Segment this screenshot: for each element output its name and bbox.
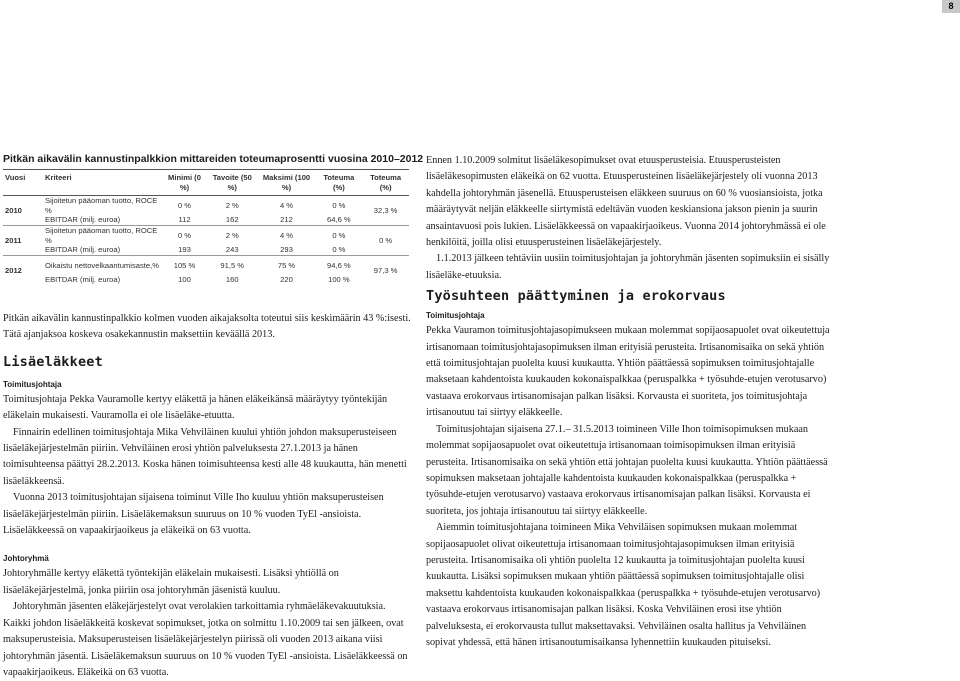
year-cell: 2011 — [3, 226, 43, 256]
body-paragraph: Toimitusjohtaja Pekka Vauramolle kertyy eläkettä ja hänen eläkeikänsä määräytyy työntekijän eläkelain mukaisesti. Vauramolla ei ole lisäeläke-etuutta. — [3, 393, 388, 422]
target-cell: 243 — [225, 245, 239, 255]
actual-cell: 0 % — [332, 245, 346, 255]
min-cell: 0 % — [162, 226, 207, 246]
ceo-subheading: Toimitusjohtaja — [3, 379, 62, 389]
table-row — [3, 215, 409, 226]
body-paragraph: 1.1.2013 jälkeen tehtäviin uusiin toimitusjohtajan ja johtoryhmän jäsenten sopimuksiin ei sisälly lisäeläke-etuuksia. — [426, 253, 830, 281]
min-cell: 105 % — [162, 256, 207, 276]
table-header-row — [3, 170, 409, 196]
table-row — [3, 256, 409, 276]
total-cell: 0 % — [362, 226, 409, 256]
max-cell: 293 — [280, 245, 293, 255]
body-paragraph: Finnairin edellinen toimitusjohtaja Mika Vehviläinen kuului yhtiön johdon maksuperusteiseen lisäeläkejärjestelmän piiriin. Vehviläinen erosi yhtiön palveluksesta 27.1.2013 ja hänen toimisuhteensa päättyi 28.2.2013. Koska hänen toimisuhteensa kesti alle 48 kuukautta, hän menetti lisäeläkkeensä. — [3, 426, 407, 487]
body-paragraph: Johtoryhmälle kertyy eläkettä työntekijän eläkelain mukaisesti. Lisäksi yhtiöllä on lisäeläkejärjestelmä, jonka piiriin osa johtoryhmän jäsenistä kuuluu. — [3, 568, 339, 596]
header-year: Vuosi — [3, 170, 43, 196]
criterion-cell: Sijoitetun pääoman tuotto, ROCE % — [43, 196, 162, 216]
table-row — [3, 275, 409, 285]
total-cell: 32,3 % — [362, 196, 409, 226]
body-paragraph: Ennen 1.10.2009 solmitut lisäeläkesopimukset ovat etuusperusteisia. Etuusperusteisten lisäeläkesopimusten eläkeikä on 62 vuotta. Etuusperusteinen lisäeläkejärjestely oli vuonna 2013 kahdella johtoryhmän jäsenellä. Etuusperusteisen eläkkeen suuruus on 60 % vuosiansioista, jotka määräytyvät neljän eläkkeelle siirtymistä edeltävän vuoden keskiansiona jakson pienin ja suurin ansaintavuosi pois lukien. Lisäeläkkeessä on vapaakirjaoikeus. Vuonna 2014 johtoryhmässä ei ole henkilöitä, joilla olisi etuusperusteinen lisäeläkejärjestely. — [426, 155, 826, 249]
left-text-column — [3, 311, 411, 681]
criterion-cell: EBITDAR (milj. euroa) — [45, 215, 121, 225]
min-cell: 112 — [178, 215, 191, 225]
total-cell: 97,3 % — [362, 256, 409, 286]
target-cell: 2 % — [207, 226, 258, 246]
target-cell: 2 % — [207, 196, 258, 216]
table-row — [3, 245, 409, 256]
header-total: Toteuma (%) — [362, 170, 409, 196]
table-title: Pitkän aikavälin kannustinpalkkion mittareiden toteumaprosentti vuosina 2010–2012 — [3, 153, 424, 165]
body-paragraph: Aiemmin toimitusjohtajana toimineen Mika Vehviläisen sopimuksen mukaan molemmat sopijaosapuolet olivat oikeutettuja irtisanomaan toimitusjohtajasopimuksen ilman erityisiä perusteita. Irtisanomisaika oli yhtiön puolelta 12 kuukautta ja toimitusjohtajan puolelta kuusi kuukautta. Lisäksi sopimuksen mukaan yhtiön päättäessä sopimuksen toimitusjohtajalle olisi maksettu kahdentoista kuukauden kokonaispalkkaa (peruspalkka + työsuhde-etujen verotusarvo) vastaava erokorvaus irtisanomisajan palkan lisäksi. Koska Vehviläinen erosi itse yhtiön palveluksesta, ei erokorvausta tullut maksettavaksi. Vehviläinen osalta hallitus ja Vehviläinen sopivat yhdessä, että hänen irtisanoutumisaikansa lyhennettiin kuukauden pituiseksi. — [426, 522, 821, 648]
min-cell: 0 % — [162, 196, 207, 216]
criterion-cell: EBITDAR (milj. euroa) — [45, 245, 121, 255]
header-target: Tavoite (50 %) — [207, 170, 258, 196]
target-cell: 91,5 % — [207, 256, 258, 276]
criterion-cell: Sijoitetun pääoman tuotto, ROCE % — [43, 226, 162, 246]
actual-cell: 0 % — [316, 226, 363, 246]
max-cell: 4 % — [258, 226, 316, 246]
max-cell: 212 — [280, 215, 293, 225]
year-cell: 2012 — [3, 256, 43, 286]
body-paragraph: Toimitusjohtajan sijaisena 27.1.– 31.5.2013 toimineen Ville Ihon toimisopimuksen mukaan molemmat sopijaosapuolet ovat oikeutettuja irtisanomaan toimisopimuksen ilman erityisiä perusteita. Irtisanomisaika on sekä yhtiön että johtajan puolelta kuusi kuukautta. Yhtiön päättäessä sopimuksen maksetaan johtajalle kahdentoista kuukauden kokonaispalkkaa (peruspalkka + työsuhde-etujen verotusarvo) vastaava erokorvaus irtisanomisajan palkan lisäksi. Korvausta ei suoriteta, jos johtaja irtisanoutuu tai siirtyy eläkkeelle. — [426, 423, 828, 517]
target-cell: 160 — [225, 275, 239, 285]
criterion-cell: Oikaistu nettovelkaantumisaste,% — [43, 256, 162, 276]
ceo-subheading: Toimitusjohtaja — [426, 311, 485, 321]
actual-cell: 64,6 % — [327, 215, 351, 225]
header-maximum: Maksimi (100 %) — [258, 170, 316, 196]
termination-heading: Työsuhteen päättyminen ja erokorvaus — [426, 288, 726, 305]
pension-heading: Lisäeläkkeet — [3, 353, 103, 370]
criterion-cell: EBITDAR (milj. euroa) — [45, 275, 121, 285]
actual-cell: 0 % — [316, 196, 363, 216]
min-cell: 100 — [178, 275, 191, 285]
kpi-table — [3, 169, 409, 285]
management-subheading: Johtoryhmä — [3, 554, 49, 564]
max-cell: 4 % — [258, 196, 316, 216]
actual-cell: 100 % — [328, 275, 350, 285]
table-row — [3, 196, 409, 216]
max-cell: 75 % — [258, 256, 316, 276]
page-number: 8 — [942, 0, 960, 13]
header-minimum: Minimi (0 %) — [162, 170, 207, 196]
intro-paragraph: Pitkän aikavälin kannustinpalkkio kolmen vuoden aikajaksolta toteutui siis keskimäärin 43 %:isesti. Tätä ajanjaksoa koskeva osakekannustin maksettiin keväällä 2013. — [3, 313, 411, 341]
table-row — [3, 226, 409, 246]
actual-cell: 94,6 % — [316, 256, 363, 276]
header-actual: Toteuma (%) — [316, 170, 363, 196]
body-paragraph: Johtoryhmän jäsenten eläkejärjestelyt ovat verolakien tarkoittamia ryhmäeläkevakuutuksia. Kaikki johdon lisäeläkkeitä koskevat sopimukset, jotka on solmittu 1.10.2009 tai sen jälkeen, ovat maksuperusteisia. Maksuperusteisen lisäeläkejärjestelyn piirissä oli vuoden 2013 aikana viisi johtoryhmän jäsentä. Lisäeläkemaksun suuruus on 10 % vuoden TyEl -ansioista. Lisäeläkkeessä on vapaakirjaoikeus. Eläkeikä on 63 vuotta. — [3, 601, 408, 678]
right-text-column — [426, 153, 830, 651]
body-paragraph: Vuonna 2013 toimitusjohtajan sijaisena toiminut Ville Iho kuuluu yhtiön maksuperusteisen lisäeläkejärjestelmän piiriin. Lisäeläkemaksun suuruus on 10 % vuoden TyEl -ansioista. Lisäeläkkeessä on vapaakirjaoikeus ja eläkeikä on 63 vuotta. — [3, 492, 384, 537]
target-cell: 162 — [225, 215, 239, 225]
year-cell: 2010 — [3, 196, 43, 226]
header-criterion: Kriteeri — [43, 170, 162, 196]
body-paragraph: Pekka Vauramon toimitusjohtajasopimukseen mukaan molemmat sopijaosapuolet ovat oikeutettuja irtisanomaan toimitusjohtajasopimuksen ilman erityisiä perusteita. Irtisanomisaika on sekä yhtiön että toimitusjohtajan puolelta kuusi kuukautta. Yhtiön päättäessä sopimuksen toimitusjohtajalle maksetaan kahdentoista kuukauden kokonaispalkkaa (peruspalkka + työsuhde-etujen verotusarvo) vastaava erokorvaus irtisanomisajan palkan lisäksi. Korvausta ei suoriteta, jos toimitusjohtaja irtisanoutuu tai siirtyy eläkkeelle. — [426, 325, 830, 419]
min-cell: 193 — [178, 245, 191, 255]
max-cell: 220 — [280, 275, 293, 285]
